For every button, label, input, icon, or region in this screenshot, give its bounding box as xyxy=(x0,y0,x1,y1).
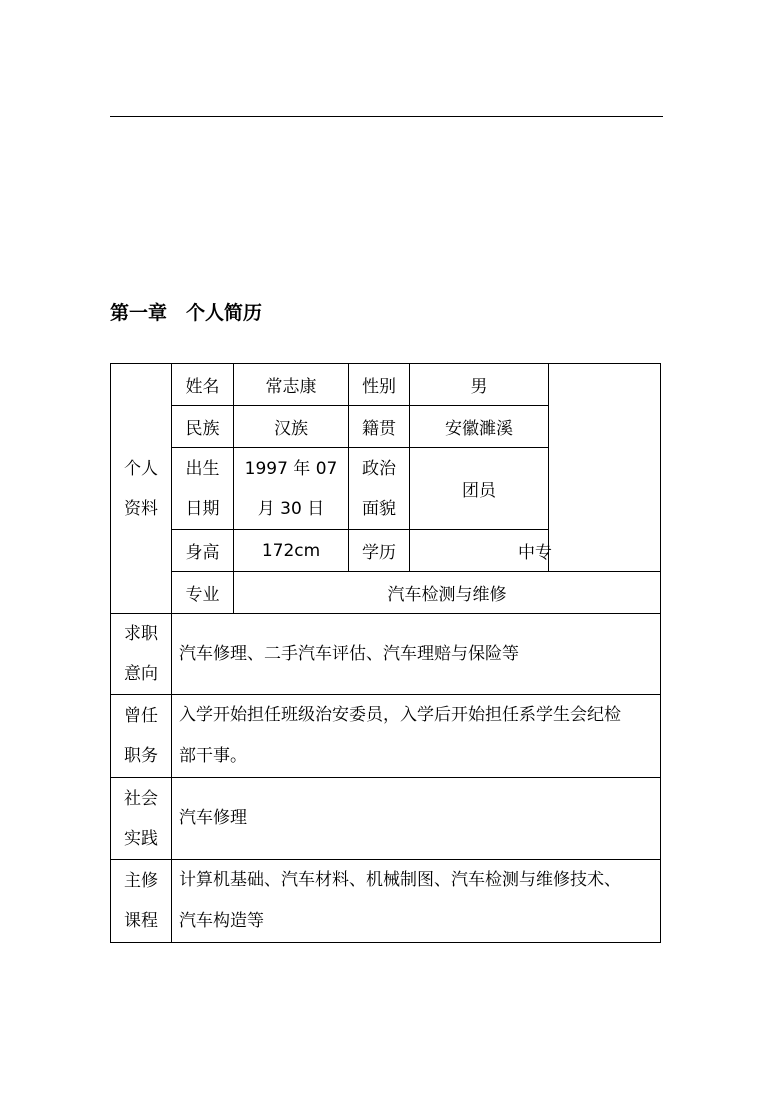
header-rule xyxy=(110,116,663,117)
table-row xyxy=(111,860,661,943)
hometown-value: 安徽濉溪 xyxy=(410,406,549,448)
table-row xyxy=(111,530,661,572)
major-label: 专业 xyxy=(172,572,234,614)
job-intent-value: 汽车修理、二手汽车评估、汽车理赔与保险等 xyxy=(172,614,661,695)
major-value: 汽车检测与维修 xyxy=(234,572,661,614)
table-row xyxy=(111,695,661,778)
politics-value: 团员 xyxy=(410,448,549,530)
table-row xyxy=(111,572,661,614)
table-row xyxy=(111,614,661,695)
table-row xyxy=(111,364,661,406)
gender-value: 男 xyxy=(410,364,549,406)
practice-label: 社会 实践 xyxy=(111,778,172,860)
name-label: 姓名 xyxy=(172,364,234,406)
birth-label: 出生 日期 xyxy=(172,448,234,530)
gender-label: 性别 xyxy=(349,364,410,406)
height-label: 身高 xyxy=(172,530,234,572)
job-intent-label: 求职 意向 xyxy=(111,614,172,695)
resume-table xyxy=(110,363,661,943)
hometown-label: 籍贯 xyxy=(349,406,410,448)
positions-label: 曾任 职务 xyxy=(111,695,172,778)
birth-value: 1997 年 07 月 30 日 xyxy=(234,448,349,530)
name-value: 常志康 xyxy=(234,364,349,406)
education-label: 学历 xyxy=(349,530,410,572)
ethnicity-label: 民族 xyxy=(172,406,234,448)
practice-value: 汽车修理 xyxy=(172,778,661,860)
table-row xyxy=(111,778,661,860)
courses-value: 计算机基础、汽车材料、机械制图、汽车检测与维修技术、 汽车构造等 xyxy=(172,860,661,943)
education-value: 中专 xyxy=(410,530,661,572)
politics-label: 政治 面貌 xyxy=(349,448,410,530)
courses-label: 主修 课程 xyxy=(111,860,172,943)
height-value: 172cm xyxy=(234,530,349,572)
profile-section-label: 个人 资料 xyxy=(111,364,172,614)
chapter-title: 第一章 个人简历 xyxy=(110,302,263,324)
ethnicity-value: 汉族 xyxy=(234,406,349,448)
positions-value: 入学开始担任班级治安委员，入学后开始担任系学生会纪检 部干事。 xyxy=(172,695,661,778)
